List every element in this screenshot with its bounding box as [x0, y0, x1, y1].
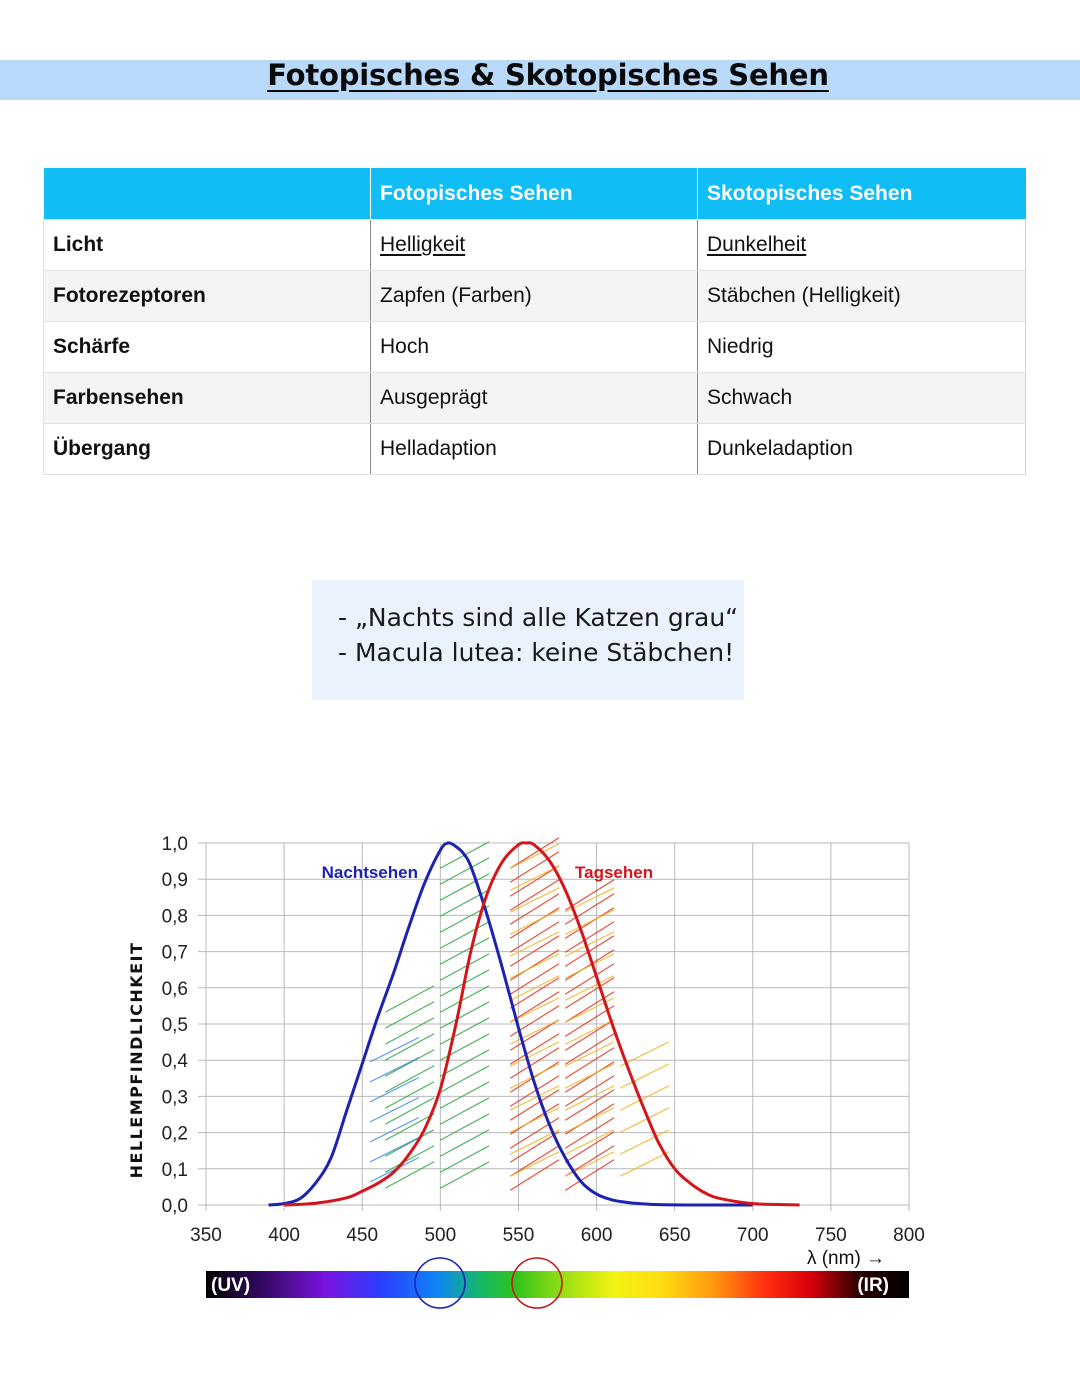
hatch-stroke-blue [370, 1078, 418, 1102]
hatch-stroke-green [441, 1114, 489, 1140]
note-box [312, 580, 744, 700]
hatch-stroke-green [441, 938, 489, 964]
hatch-stroke-green [386, 1034, 434, 1060]
hatch-stroke-green [441, 858, 489, 884]
hatch-stroke-green [441, 1066, 489, 1092]
hatch-stroke-red [566, 1034, 614, 1064]
fotopisch-cell: Zapfen (Farben) [371, 271, 698, 322]
table-row [44, 220, 1026, 271]
y-tick-label: 0,2 [161, 1123, 188, 1145]
x-tick-label: 450 [346, 1225, 379, 1246]
hatch-stroke-yellow [511, 910, 559, 934]
x-tick-label: 600 [580, 1225, 613, 1246]
hatch-stroke-green [441, 1146, 489, 1172]
hatch-stroke-red [511, 880, 559, 910]
hatch-stroke-green [386, 1018, 434, 1044]
hatch-stroke-red [511, 908, 559, 938]
x-axis-label: λ (nm) → [806, 1248, 886, 1269]
x-tick-label: 700 [736, 1225, 769, 1246]
series-label-nachtsehen: Nachtsehen [321, 863, 418, 882]
hatch-stroke-green [441, 1082, 489, 1108]
skotopisch-cell: Schwach [698, 373, 1026, 424]
table-row [44, 322, 1026, 373]
hatch-stroke-red [511, 1132, 559, 1162]
table-row [44, 271, 1026, 322]
header-cell-empty [44, 168, 371, 220]
hatch-stroke-green [441, 986, 489, 1012]
hatch-stroke-yellow [621, 1152, 669, 1176]
hatch-stroke-yellow [511, 932, 559, 956]
hatch-stroke-yellow [566, 1108, 614, 1132]
hatch-stroke-red [511, 978, 559, 1008]
hatch-stroke-red [566, 922, 614, 952]
hatch-stroke-red [511, 936, 559, 966]
row-label: Schärfe [44, 322, 371, 373]
y-tick-label: 0,6 [161, 978, 188, 1000]
hatch-stroke-yellow [566, 910, 614, 934]
hatch-stroke-red [566, 1076, 614, 1106]
note-list [312, 580, 744, 670]
hatch-stroke-red [566, 1090, 614, 1120]
fotopisch-cell: Helladaption [371, 424, 698, 475]
hatch-stroke-yellow [511, 954, 559, 978]
series-label-tagsehen: Tagsehen [575, 863, 654, 882]
y-tick-label: 0,5 [161, 1015, 188, 1036]
hatch-stroke-green [441, 1162, 489, 1188]
skotopisch-cell: Dunkeladaption [698, 424, 1026, 475]
y-tick-label: 0,0 [161, 1196, 188, 1217]
x-tick-label: 500 [424, 1225, 457, 1246]
spectrum-ir-label: (IR) [857, 1275, 889, 1296]
x-tick-label: 800 [893, 1225, 925, 1246]
x-tick-label: 550 [502, 1225, 535, 1246]
fotopisch-cell: Helligkeit [371, 220, 698, 271]
skotopisch-cell: Dunkelheit [698, 220, 1026, 271]
sensitivity-chart [0, 820, 1080, 1320]
note-item: - „Nachts sind alle Katzen grau“ [338, 603, 739, 632]
y-axis-label: HELLEMPFINDLICHKEIT [127, 941, 146, 1179]
hatch-stroke-blue [370, 1118, 418, 1142]
chart-grid [198, 843, 909, 1211]
row-label: Farbensehen [44, 373, 371, 424]
skotopisch-cell: Stäbchen (Helligkeit) [698, 271, 1026, 322]
note-item: - Macula lutea: keine Stäbchen! [338, 638, 735, 667]
hatch-stroke-red [566, 1062, 614, 1092]
header-cell-fotopisch: Fotopisches Sehen [371, 168, 698, 220]
hatch-stroke-yellow [566, 1086, 614, 1110]
hatch-stroke-red [511, 950, 559, 980]
fotopisch-cell: Hoch [371, 322, 698, 373]
table-row [44, 424, 1026, 475]
hatch-stroke-green [386, 1050, 434, 1076]
x-tick-label: 650 [658, 1225, 691, 1246]
hatch-stroke-yellow [621, 1042, 669, 1066]
chart-hatching [370, 838, 668, 1190]
x-tick-label: 350 [190, 1225, 222, 1246]
row-label: Fotorezeptoren [44, 271, 371, 322]
hatch-stroke-red [566, 1132, 614, 1162]
x-tick-label: 750 [815, 1225, 847, 1246]
hatch-stroke-blue [370, 1038, 418, 1062]
hatch-stroke-green [386, 1082, 434, 1108]
spectrum-uv-label: (UV) [211, 1275, 251, 1296]
table-header-row [44, 168, 1026, 220]
fotopisch-cell: Ausgeprägt [371, 373, 698, 424]
y-tick-label: 0,9 [161, 870, 188, 892]
hatch-stroke-yellow [566, 1064, 614, 1088]
page-title: Fotopisches & Skotopisches Sehen [267, 58, 829, 92]
hatch-stroke-green [386, 986, 434, 1012]
hatch-stroke-red [566, 1104, 614, 1134]
hatch-stroke-green [441, 922, 489, 948]
y-tick-label: 0,4 [161, 1051, 188, 1073]
x-tick-label: 400 [268, 1225, 300, 1246]
row-label: Übergang [44, 424, 371, 475]
hatch-stroke-green [441, 1130, 489, 1156]
spectrum-bar [206, 1271, 909, 1298]
hatch-stroke-green [441, 1098, 489, 1124]
y-tick-label: 0,3 [161, 1087, 188, 1109]
hatch-stroke-red [511, 1034, 559, 1064]
y-tick-label: 1,0 [161, 834, 188, 855]
table-row [44, 373, 1026, 424]
hatch-stroke-green [441, 1018, 489, 1044]
hatch-stroke-green [386, 1162, 434, 1188]
row-label: Licht [44, 220, 371, 271]
skotopisch-cell: Niedrig [698, 322, 1026, 373]
y-tick-label: 0,1 [161, 1159, 188, 1181]
hatch-stroke-red [511, 1090, 559, 1120]
y-tick-label: 0,7 [161, 942, 188, 964]
hatch-stroke-red [511, 922, 559, 952]
hatch-stroke-red [566, 908, 614, 938]
y-tick-label: 0,8 [161, 906, 188, 928]
header-cell-skotopisch: Skotopisches Sehen [698, 168, 1026, 220]
comparison-table [43, 168, 1026, 475]
hatch-stroke-yellow [511, 1086, 559, 1110]
